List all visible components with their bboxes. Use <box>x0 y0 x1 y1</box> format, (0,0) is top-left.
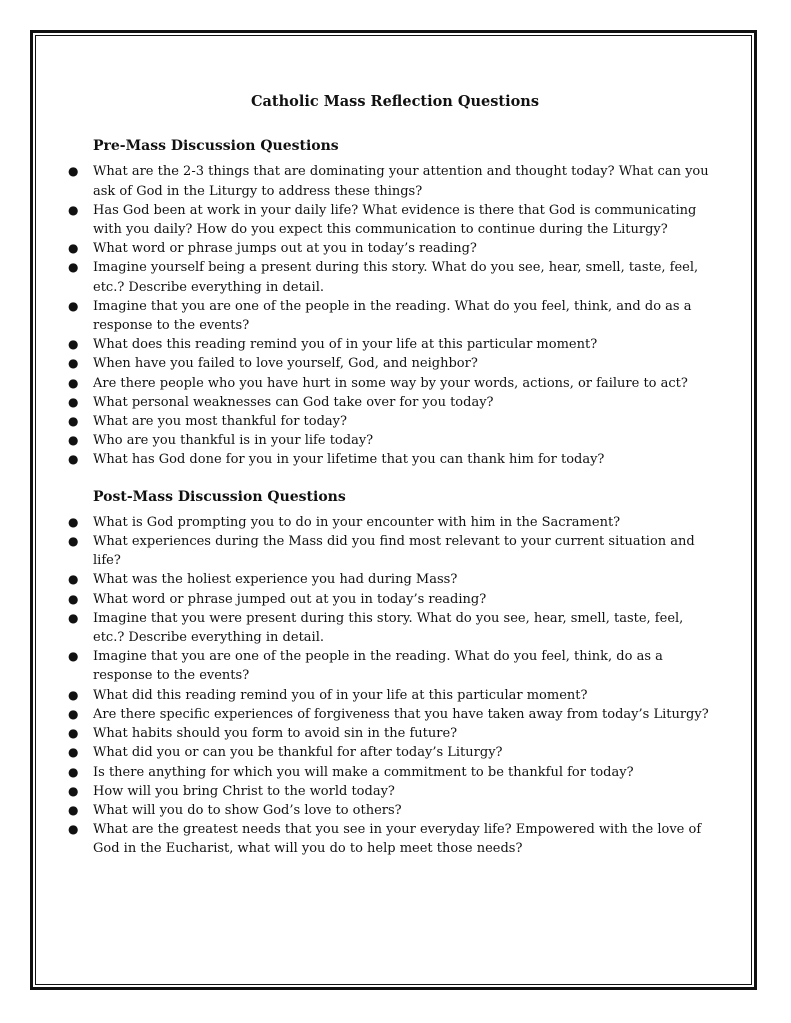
question-item: ● What does this reading remind you of in your life at this particular moment? <box>66 335 716 354</box>
question-item: ● What are you most thankful for today? <box>66 412 716 431</box>
question-item: ● What did this reading remind you of in your life at this particular moment? <box>66 686 716 705</box>
bullet-icon: ● <box>68 433 79 448</box>
post-mass-question-list <box>66 513 716 859</box>
question-item: ● What word or phrase jumped out at you in today’s reading? <box>66 590 716 609</box>
bullet-icon: ● <box>68 706 79 721</box>
question-item: ● When have you failed to love yourself, God, and neighbor? <box>66 354 716 373</box>
bullet-icon: ● <box>68 202 79 217</box>
question-item: ● How will you bring Christ to the world today? <box>66 782 716 801</box>
question-item: ● What has God done for you in your lifetime that you can thank him for today? <box>66 450 716 469</box>
question-item: ● Imagine that you were present during this story. What do you see, hear, smell, taste, feel, etc.? Describe everything in detail. <box>68 610 684 646</box>
bullet-icon: ● <box>68 534 79 549</box>
question-item: ● Has God been at work in your daily life? What evidence is there that God is communicating with you daily? How do you expect this communication to continue during the Liturgy? <box>68 202 697 238</box>
bullet-icon: ● <box>68 375 79 390</box>
bullet-icon: ● <box>68 394 79 409</box>
bullet-icon: ● <box>68 802 79 817</box>
bullet-icon: ● <box>68 783 79 798</box>
question-item: ● What word or phrase jumps out at you in today’s reading? <box>66 239 716 258</box>
bullet-icon: ● <box>68 822 79 837</box>
post-mass-section <box>66 488 716 859</box>
pre-mass-heading: Pre-Mass Discussion Questions <box>93 138 339 155</box>
pre-mass-section <box>66 137 716 469</box>
bullet-icon: ● <box>68 356 79 371</box>
bullet-icon: ● <box>68 241 79 256</box>
question-item: ● What are the 2-3 things that are dominating your attention and thought today? What can you ask of God in the Liturgy to address these things? <box>68 164 709 199</box>
bullet-icon: ● <box>68 610 79 625</box>
question-item: ● Who are you thankful is in your life today? <box>66 431 716 450</box>
bullet-icon: ● <box>68 164 79 179</box>
bullet-icon: ● <box>68 452 79 467</box>
bullet-icon: ● <box>68 726 79 741</box>
bullet-icon: ● <box>68 687 79 702</box>
question-item: ● Imagine that you are one of the people in the reading. What do you feel, think, do as a response to the events? <box>68 649 663 684</box>
question-item: ● What habits should you form to avoid sin in the future? <box>66 724 716 743</box>
question-item: ● What experiences during the Mass did you find most relevant to your current situation and life? <box>68 534 695 569</box>
post-mass-heading: Post-Mass Discussion Questions <box>93 488 346 505</box>
bullet-icon: ● <box>68 764 79 779</box>
question-item: ● Imagine that you are one of the people in the reading. What do you feel, think, and do as a response to the events? <box>68 298 692 334</box>
question-item: ● Is there anything for which you will make a commitment to be thankful for today? <box>66 763 716 782</box>
bullet-icon: ● <box>68 745 79 760</box>
document-body <box>66 92 716 877</box>
bullet-icon: ● <box>68 591 79 606</box>
question-item: ● Are there specific experiences of forgiveness that you have taken away from today’s Liturgy? <box>66 705 716 724</box>
question-item: ● What was the holiest experience you had during Mass? <box>66 570 716 589</box>
bullet-icon: ● <box>68 572 79 587</box>
question-item: ● Are there people who you have hurt in some way by your words, actions, or failure to act? <box>66 374 716 393</box>
question-item: ● What is God prompting you to do in your encounter with him in the Sacrament? <box>66 513 716 532</box>
question-item: ● What will you do to show God’s love to others? <box>66 801 716 820</box>
question-item: ● What did you or can you be thankful for after today’s Liturgy? <box>66 743 716 762</box>
bullet-icon: ● <box>68 414 79 429</box>
bullet-icon: ● <box>68 298 79 313</box>
document-title: Catholic Mass Reflection Questions <box>250 93 540 110</box>
bullet-icon: ● <box>68 337 79 352</box>
question-item: ● Imagine yourself being a present during this story. What do you see, hear, smell, taste, feel, etc.? Describe everything in detail. <box>68 260 699 295</box>
pre-mass-question-list <box>66 162 716 469</box>
question-item: ● What are the greatest needs that you see in your everyday life? Empowered with the love of God in the Eucharist, what will you do to help meet those needs? <box>68 822 702 857</box>
bullet-icon: ● <box>68 514 79 529</box>
question-item: ● What personal weaknesses can God take over for you today? <box>66 393 716 412</box>
bullet-icon: ● <box>68 649 79 664</box>
bullet-icon: ● <box>68 260 79 275</box>
